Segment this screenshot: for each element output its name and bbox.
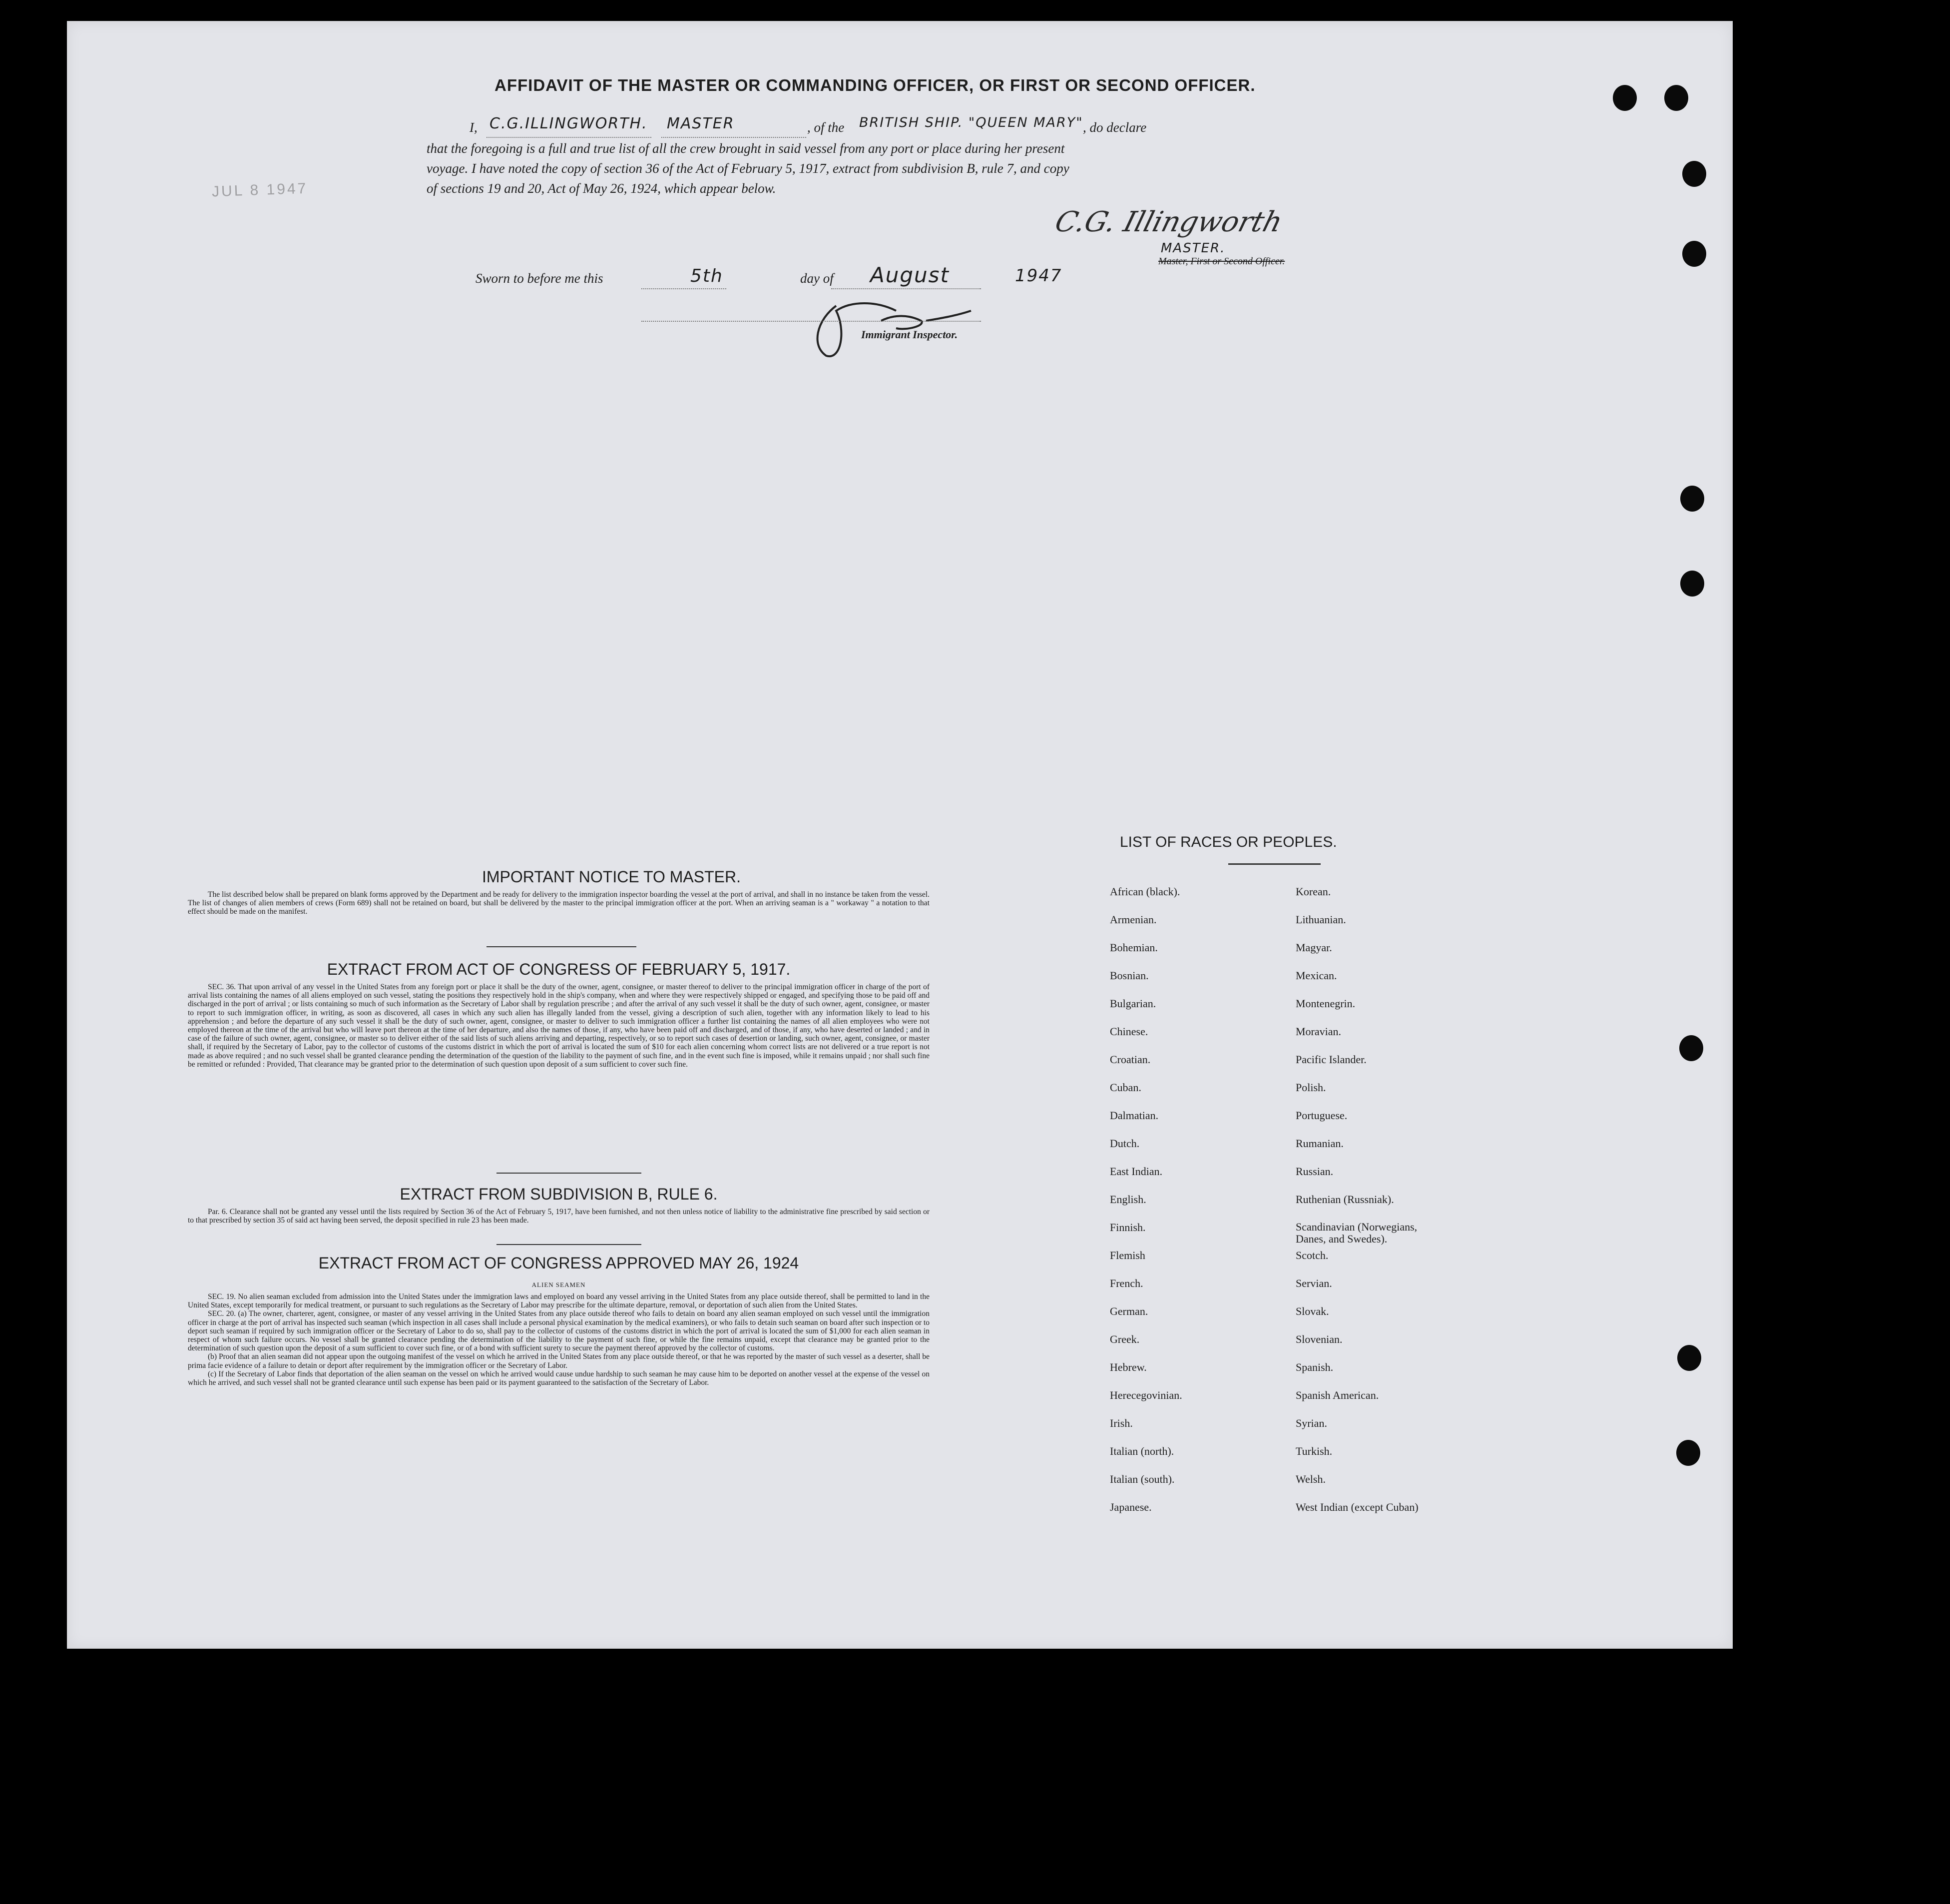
race-item: Irish.: [1110, 1417, 1133, 1429]
race-item: Italian (south).: [1110, 1473, 1175, 1485]
punch-hole: [1680, 486, 1704, 512]
race-item: Moravian.: [1296, 1025, 1342, 1038]
race-item: Slovak.: [1296, 1305, 1329, 1317]
race-item: Welsh.: [1296, 1473, 1326, 1485]
received-stamp: JUL 8 1947: [211, 180, 308, 200]
race-item: Magyar.: [1296, 941, 1332, 954]
master-signature: C.G. Illingworth: [1051, 206, 1286, 238]
races-column-1: [1110, 885, 1182, 1529]
signature-caption: Master, First or Second Officer.: [1158, 256, 1285, 267]
affidavit-i: I,: [470, 120, 478, 135]
race-item: Croatian.: [1110, 1053, 1151, 1066]
punch-hole: [1677, 1345, 1701, 1371]
race-item: Turkish.: [1296, 1445, 1333, 1457]
race-item: Italian (north).: [1110, 1445, 1174, 1457]
race-item: English.: [1110, 1193, 1146, 1206]
punch-hole: [1680, 571, 1704, 597]
punch-hole: [1664, 85, 1688, 111]
extract-1924-title: EXTRACT FROM ACT OF CONGRESS APPROVED MAY 26, 1924: [318, 1254, 799, 1272]
race-item: Bosnian.: [1110, 969, 1149, 982]
race-item: Korean.: [1296, 885, 1331, 898]
race-item: Polish.: [1296, 1081, 1326, 1094]
notice-title: IMPORTANT NOTICE TO MASTER.: [482, 868, 741, 886]
race-item: Cuban.: [1110, 1081, 1141, 1094]
extract-1917-body: SEC. 36. That upon arrival of any vessel in the United States from any foreign port or place it shall be the duty of the owner, agent, consignee, or master thereof to deliver to the principal immigration officer in charge of the port of arrival lists containing the names of all aliens employed on such vessel, stating the positions they respectively hold in the ship's company, when and where they were respectively shipped or engaged, and specifying those to be paid off and discharged in the port of arrival ; or lists containing so much of such information as the Secretary of Labor shall by regulation prescribe ; and after the arrival of any such vessel it shall be the duty of such owner, agent, consignee, or master to report to such immigration officer, in writing, as soon as discovered, all cases in which any such alien has illegally landed from the vessel, giving a description of such alien, together with any information likely to lead to his apprehension ; and before the departure of any such vessel it shall be the duty of such owner, agent, consignee, or master to deliver to such immigration officer a further list containing the names of all alien employees who were not employed thereon at the time of the arrival but who will leave port thereon at the time of her departure, and also the names of those, if any, who have been paid off and discharged, and of those, if any, who have deserted or landed ; and in case of the failure of such owner, agent, consignee, or master so to deliver either of the said lists of such aliens arriving and departing, respectively, or so to report such cases of desertion or landing, such owner, agent, consignee, or master shall, if required by the Secretary of Labor, pay to the collector of customs of the customs district in which the port of arrival is located the sum of $10 for each alien concerning whom correct lists are not delivered or a true report is not made as above required ; and no such vessel shall be granted clearance pending the determination of the question of the liability to the payment of such fine, and in the event such fine is imposed, while it remains unpaid ; nor shall such fine be remitted or refunded : Provided, That clearance may be granted prior to the determination of such question upon deposit of a sum sufficient to cover such fine.: [188, 983, 930, 1069]
master-name: C.G.ILLINGWORTH.: [489, 115, 648, 132]
of-the: , of the: [807, 120, 845, 135]
race-item: German.: [1110, 1305, 1148, 1317]
do-declare: , do declare: [1083, 120, 1147, 135]
race-item: Scotch.: [1296, 1249, 1329, 1262]
notice-body: The list described below shall be prepared on blank forms approved by the Department and be ready for delivery to the immigration inspector boarding the vessel at the port of arrival, and shall in no instance be taken from the vessel. The list of changes of alien members of crews (Form 689) shall not be retained on board, but shall be delivered by the master to the principal immigration officer at the port. When an arriving seaman is a " workaway " a notation to that effect should be made on the manifest.: [188, 890, 930, 916]
race-item: Finnish.: [1110, 1221, 1146, 1234]
race-item: Dalmatian.: [1110, 1109, 1159, 1122]
extract-1924-subtitle: ALIEN SEAMEN: [531, 1281, 586, 1288]
affidavit-line-3: voyage. I have noted the copy of section 36 of the Act of February 5, 1917, extract from subdivision B, rule 7, and copy: [427, 161, 1069, 176]
race-item: Bulgarian.: [1110, 997, 1156, 1010]
race-item: Bohemian.: [1110, 941, 1158, 954]
race-item: Slovenian.: [1296, 1333, 1343, 1345]
race-item: Pacific Islander.: [1296, 1053, 1367, 1066]
race-item: Greek.: [1110, 1333, 1140, 1345]
race-item: Scandinavian (Norwegians, Danes, and Swedes).: [1296, 1221, 1418, 1245]
signature-rank: MASTER.: [1161, 241, 1226, 256]
affidavit-line-4: of sections 19 and 20, Act of May 26, 1924, which appear below.: [427, 181, 776, 196]
affidavit-title: AFFIDAVIT OF THE MASTER OR COMMANDING OFFICER, OR FIRST OR SECOND OFFICER.: [494, 76, 1256, 94]
race-item: Flemish: [1110, 1249, 1145, 1262]
sworn-year: 1947: [1015, 266, 1062, 286]
race-item: Portuguese.: [1296, 1109, 1348, 1122]
races-column-2: [1296, 885, 1446, 1529]
race-item: Dutch.: [1110, 1137, 1140, 1150]
punch-hole: [1679, 1035, 1703, 1061]
race-item: West Indian (except Cuban): [1296, 1501, 1419, 1513]
sworn-day: 5th: [690, 266, 723, 286]
race-item: Syrian.: [1296, 1417, 1327, 1429]
race-item: Hebrew.: [1110, 1361, 1147, 1373]
race-item: Chinese.: [1110, 1025, 1148, 1038]
race-item: African (black).: [1110, 885, 1180, 898]
master-rank: MASTER: [667, 115, 735, 132]
race-item: Ruthenian (Russniak).: [1296, 1193, 1394, 1206]
extract-1917-title: EXTRACT FROM ACT OF CONGRESS OF FEBRUARY 5, 1917.: [327, 960, 791, 978]
punch-hole: [1682, 241, 1706, 267]
punch-hole: [1676, 1440, 1700, 1466]
race-item: Spanish.: [1296, 1361, 1334, 1373]
race-item: Servian.: [1296, 1277, 1332, 1289]
punch-hole: [1682, 161, 1706, 187]
race-item: Russian.: [1296, 1165, 1334, 1178]
document-page: [67, 21, 1733, 1649]
inspector-caption: Immigrant Inspector.: [861, 328, 958, 341]
extract-1924-body: SEC. 19. No alien seaman excluded from admission into the United States under the immigration laws and employed on board any vessel arriving in the United States from any place outside thereof, shall be permitted to land in the United States, except temporarily for medical treatment, or pursuant to such regulations as the Secretary of Labor may prescribe for the ultimate departure, removal, or deportation of such alien from the United States. SEC. 20. (a) The owner, charterer, agent, consignee, or master of any vessel arriving in the United States from any place outside thereof who fails to detain on board any alien seaman employed on such vessel until the immigration officer in charge at the port of arrival has inspected such seaman (which inspection in all cases shall include a personal physical examination by the medical examiners), or who fails to detain such seaman on board after such inspection or to deport such seaman if required by such immigration officer or the Secretary of Labor to do so, shall pay to the collector of customs of the customs district in which the port of arrival is located the sum of $1,000 for each alien seaman in respect of whom such failure occurs. No vessel shall be granted clearance pending the determination of the liability to the payment of such fine, or while the fine remains unpaid, except that clearance may be granted prior to the determination of such question upon the deposit of a sum sufficient to cover such fine, or of a bond with sufficient surety to secure the payment thereof approved by the collector of customs. (b) Proof that an alien seaman did not appear upon the outgoing manifest of the vessel on which he arrived in the United States from any place outside thereof, or that he was reported by the master of such vessel as a deserter, shall be prima facie evidence of a failure to detain or deport after requirement by the immigration officer or the Secretary of Labor. (c) If the Secretary of Labor finds that deportation of the alien seaman on the vessel on which he arrived would cause undue hardship to such seaman he may cause him to be deported on another vessel at the expense of the vessel on which he arrived, and such vessel shall not be granted clearance until such expense has been paid or its payment guaranteed to the satisfaction of the Secretary of Labor.: [188, 1292, 930, 1387]
race-item: East Indian.: [1110, 1165, 1163, 1178]
race-item: Lithuanian.: [1296, 913, 1346, 926]
subdivision-title: EXTRACT FROM SUBDIVISION B, RULE 6.: [400, 1185, 718, 1203]
race-item: Montenegrin.: [1296, 997, 1356, 1010]
races-title: LIST OF RACES OR PEOPLES.: [1120, 834, 1337, 850]
punch-hole: [1613, 85, 1637, 111]
race-item: Mexican.: [1296, 969, 1337, 982]
race-item: Herecegovinian.: [1110, 1389, 1182, 1401]
sworn-prefix: Sworn to before me this: [476, 271, 603, 286]
race-item: Armenian.: [1110, 913, 1157, 926]
day-of: day of: [800, 271, 834, 286]
race-item: French.: [1110, 1277, 1143, 1289]
race-item: Japanese.: [1110, 1501, 1152, 1513]
race-item: Rumanian.: [1296, 1137, 1344, 1150]
race-item: Spanish American.: [1296, 1389, 1379, 1401]
subdivision-body: Par. 6. Clearance shall not be granted any vessel until the lists required by Section 36 of the Act of February 5, 1917, have been furnished, and not then unless notice of liability to the administrative fine prescribed by said section or to that prescribed by section 35 of said act having been served, the deposit specified in rule 23 has been made.: [188, 1208, 930, 1225]
affidavit-line-2: that the foregoing is a full and true list of all the crew brought in said vessel from any port or place during her present: [427, 141, 1065, 156]
ship-name: BRITISH SHIP. "QUEEN MARY": [859, 115, 1083, 130]
sworn-month: August: [870, 263, 950, 287]
